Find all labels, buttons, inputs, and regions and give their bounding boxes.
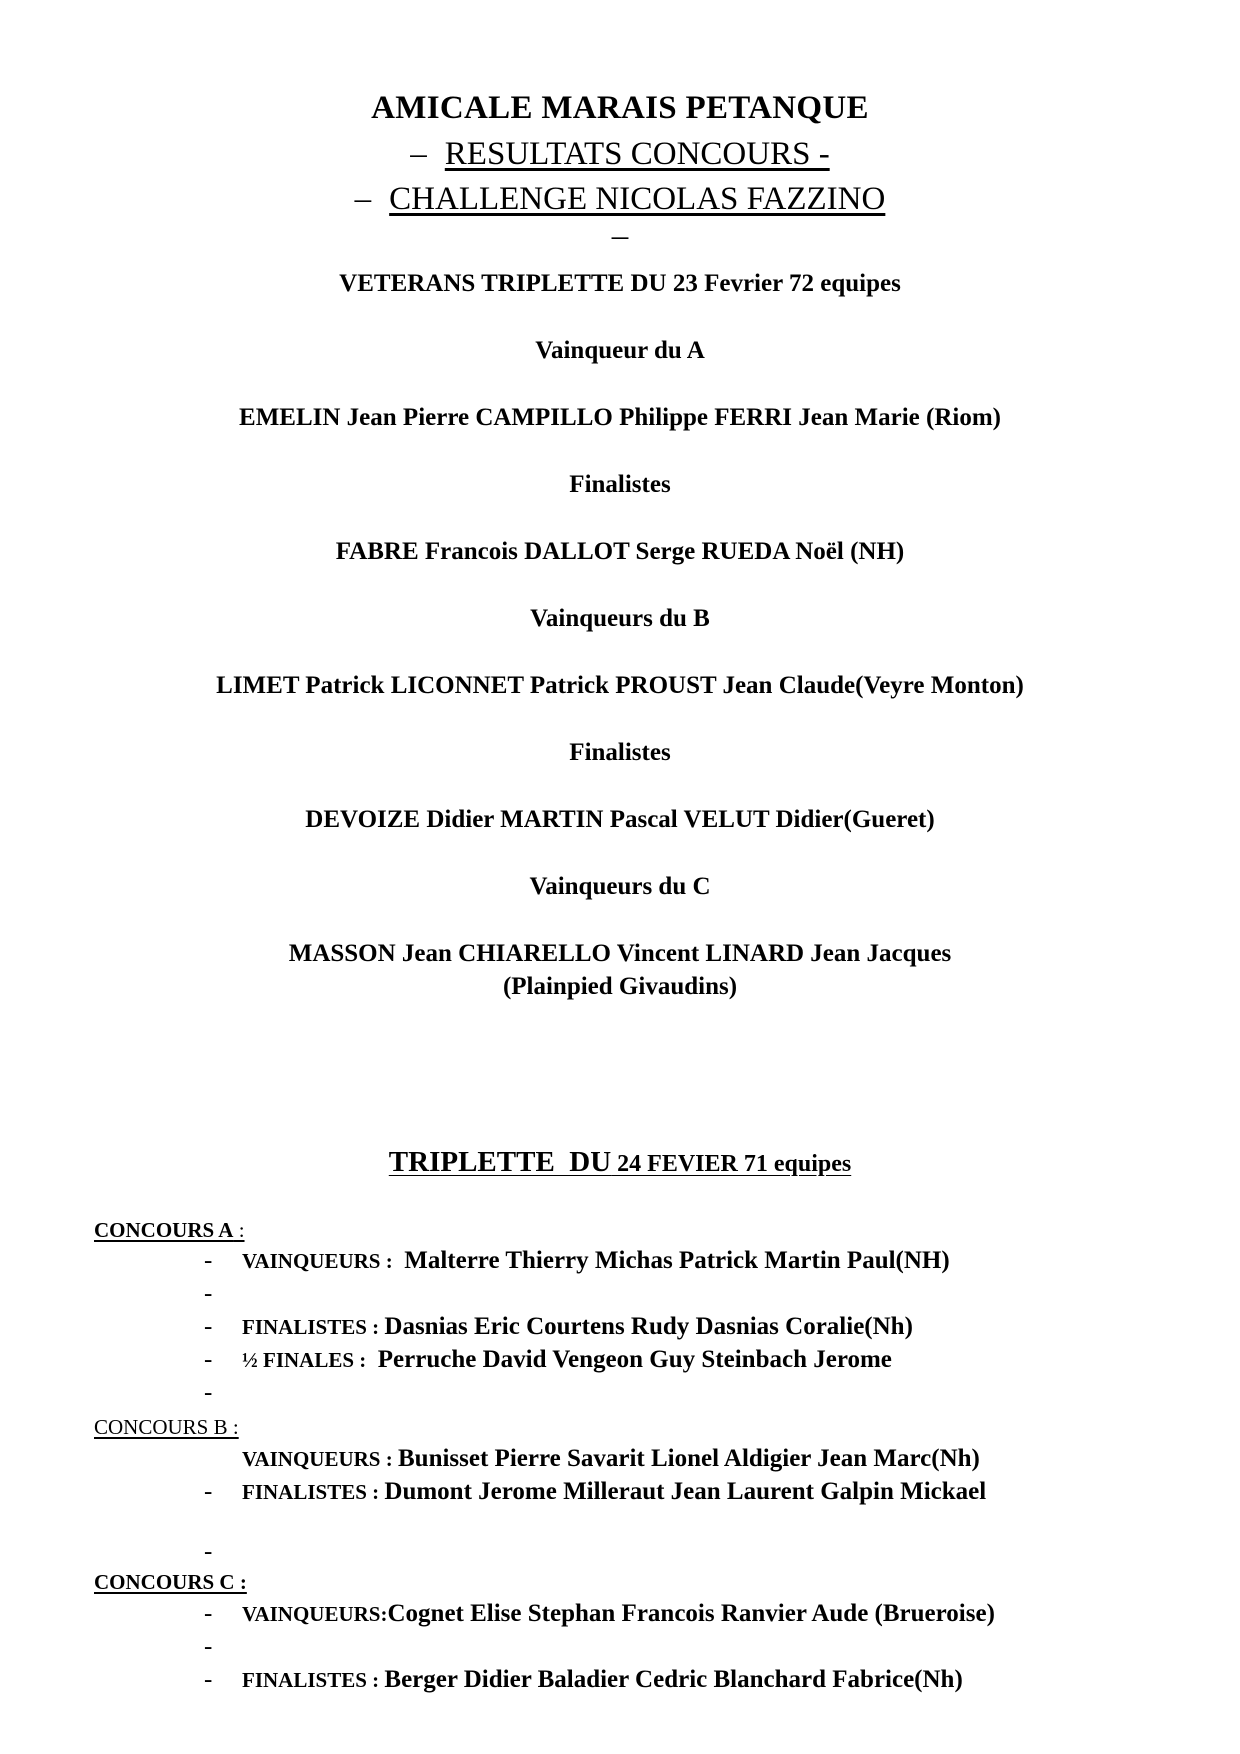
finalists-label: FINALISTES : <box>242 1480 385 1504</box>
winner-b-label: Vainqueurs du B <box>530 605 710 632</box>
empty-bullet: - <box>204 1280 213 1307</box>
triplette-title-main: TRIPLETTE DU <box>388 1146 612 1178</box>
challenge-heading-text: CHALLENGE NICOLAS FAZZINO <box>389 181 886 217</box>
winners-label: VAINQUEURS : <box>242 1249 398 1273</box>
veterans-title: VETERANS TRIPLETTE DU 23 Fevrier 72 equipes <box>339 270 901 297</box>
concours-b-winners-text <box>242 1445 980 1473</box>
finalists-label: FINALISTES : <box>242 1315 385 1339</box>
concours-c-label: CONCOURS C : <box>94 1570 247 1594</box>
results-heading <box>0 136 1240 173</box>
winner-b-team: LIMET Patrick LICONNET Patrick PROUST Jean Claude(Veyre Monton) <box>216 672 1024 699</box>
winner-c-label: Vainqueurs du C <box>529 873 711 900</box>
empty-bullet: - <box>204 1538 213 1565</box>
concours-a-semis-text <box>242 1346 892 1374</box>
finalists-a-team: FABRE Francois DALLOT Serge RUEDA Noël (NH) <box>335 538 905 565</box>
heading-trailing-dash: – <box>611 218 629 254</box>
finalists-b-team: DEVOIZE Didier MARTIN Pascal VELUT Didier(Gueret) <box>305 806 935 833</box>
bullet: - <box>204 1313 213 1340</box>
concours-a-label <box>94 1218 245 1243</box>
semis-label: ½ FINALES : <box>242 1348 372 1372</box>
bullet: - <box>204 1666 213 1693</box>
finalists-b-label: Finalistes <box>569 739 671 766</box>
club-title: AMICALE MARAIS PETANQUE <box>371 90 869 126</box>
results-heading-text: RESULTATS CONCOURS - <box>444 136 830 172</box>
concours-c-finalists-text <box>242 1666 963 1694</box>
empty-bullet: - <box>204 1379 213 1406</box>
concours-a-finalists-text <box>242 1313 913 1341</box>
winners-team: Malterre Thierry Michas Patrick Martin Paul(NH) <box>397 1247 950 1274</box>
concours-a-label-text: CONCOURS A <box>94 1218 234 1242</box>
winners-team: Bunisset Pierre Savarit Lionel Aldigier Jean Marc(Nh) <box>397 1445 980 1472</box>
winners-team: Cognet Elise Stephan Francois Ranvier Aude (Brueroise) <box>387 1600 995 1627</box>
triplette-title <box>0 1146 1240 1179</box>
concours-a-winners-text <box>242 1247 950 1275</box>
winner-a-team: EMELIN Jean Pierre CAMPILLO Philippe FERRI Jean Marie (Riom) <box>239 404 1001 431</box>
bullet: - <box>204 1247 213 1274</box>
semis-team: Perruche David Vengeon Guy Steinbach Jerome <box>371 1346 892 1373</box>
bullet: - <box>204 1346 213 1373</box>
heading-dash: – <box>410 136 427 172</box>
winners-label: VAINQUEURS: <box>242 1602 388 1626</box>
winners-label: VAINQUEURS : <box>242 1447 398 1471</box>
concours-c-winners-text <box>242 1600 995 1628</box>
concours-b-finalists-text <box>242 1478 986 1506</box>
winner-a-label: Vainqueur du A <box>535 337 705 364</box>
concours-b-label: CONCOURS B : <box>94 1415 239 1439</box>
finalists-a-label: Finalistes <box>569 471 671 498</box>
bullet: - <box>204 1600 213 1627</box>
challenge-heading <box>0 181 1240 218</box>
finalists-team: Dumont Jerome Milleraut Jean Laurent Galpin Mickael <box>384 1478 987 1505</box>
heading-dash: – <box>354 181 372 217</box>
finalists-team: Berger Didier Baladier Cedric Blanchard Fabrice(Nh) <box>384 1666 963 1693</box>
winner-c-club: (Plainpied Givaudins) <box>502 973 738 1000</box>
finalists-team: Dasnias Eric Courtens Rudy Dasnias Coralie(Nh) <box>384 1313 913 1340</box>
concours-a-colon: : <box>233 1218 245 1242</box>
winner-c-team: MASSON Jean CHIARELLO Vincent LINARD Jean Jacques <box>288 940 952 967</box>
triplette-title-details: 24 FEVIER 71 equipes <box>611 1151 852 1177</box>
bullet: - <box>204 1478 213 1505</box>
empty-bullet: - <box>204 1633 213 1660</box>
finalists-label: FINALISTES : <box>242 1668 385 1692</box>
